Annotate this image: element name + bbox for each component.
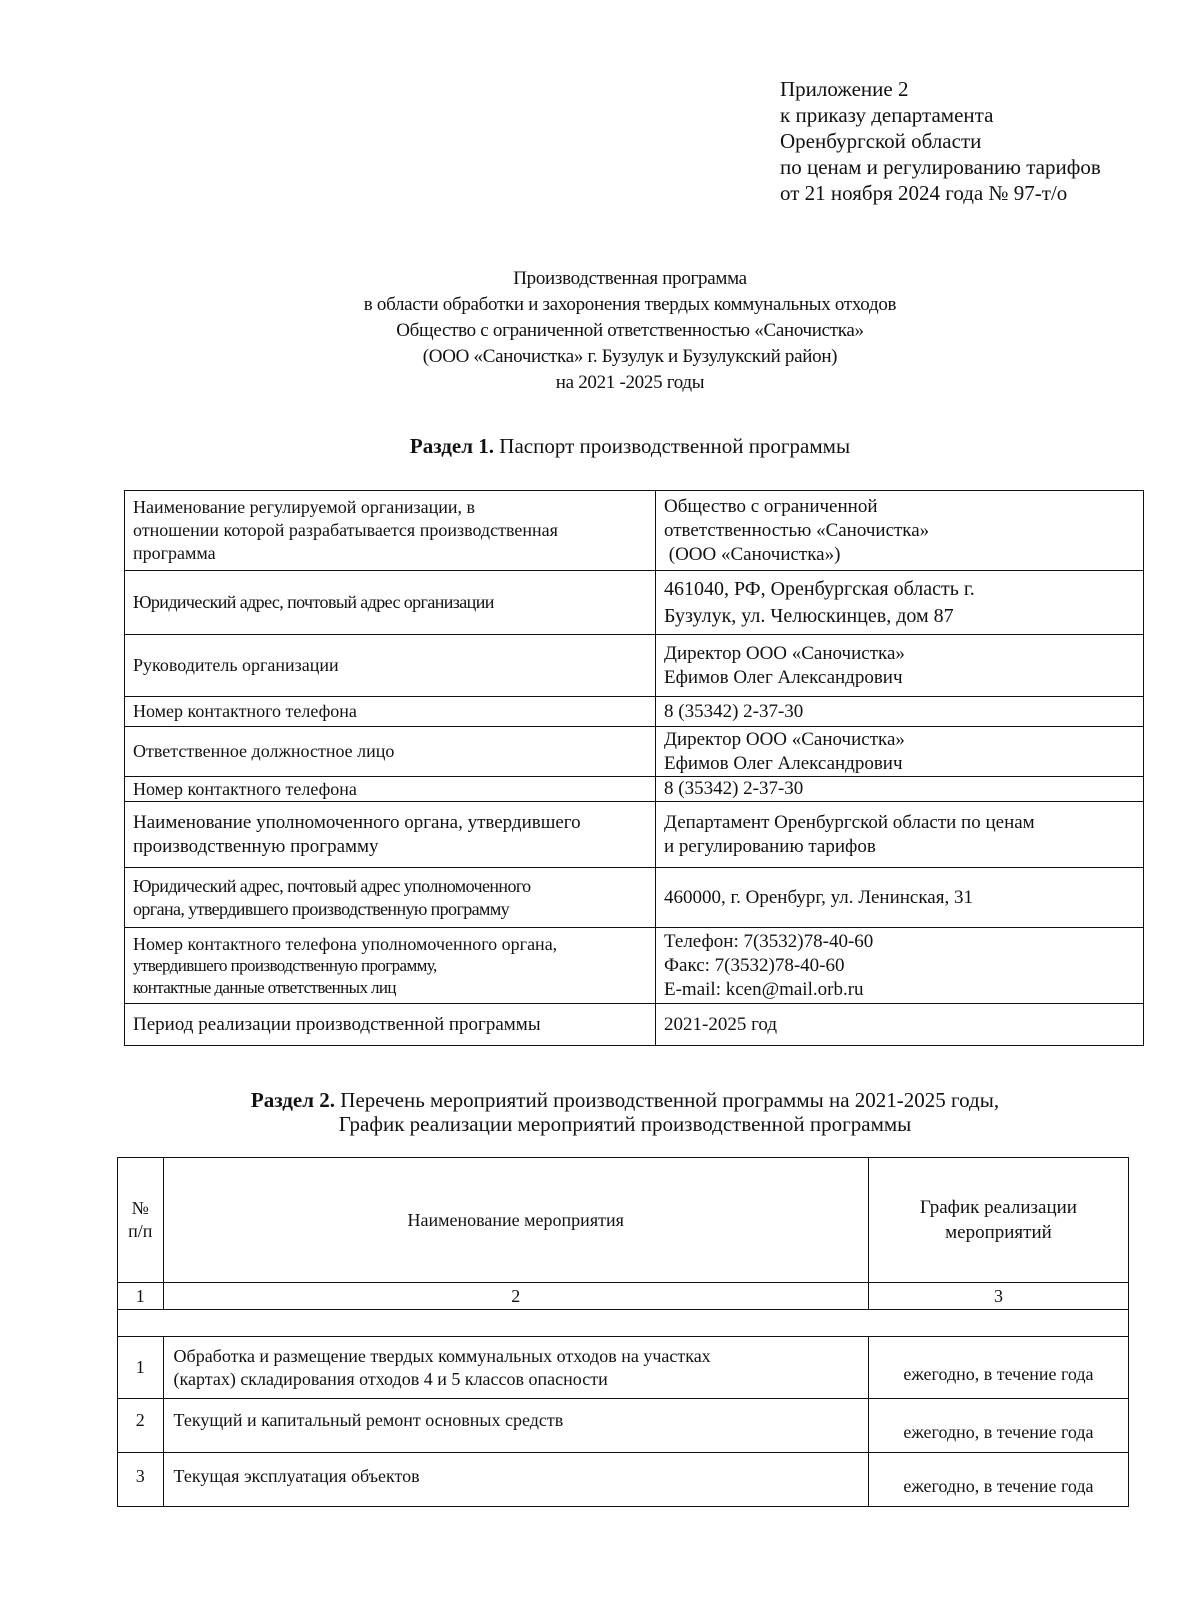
value-line: 461040, РФ, Оренбургская область г. [664, 577, 975, 600]
event-schedule: ежегодно, в течение года [868, 1337, 1128, 1399]
passport-label [125, 928, 656, 1004]
label-line: Юридический адрес, почтовый адрес уполномоченного [133, 875, 531, 896]
event-row [118, 1453, 1129, 1507]
passport-table [124, 490, 1144, 1046]
passport-row [125, 491, 1144, 571]
value-line: 460000, г. Оренбург, ул. Ленинская, 31 [664, 886, 973, 908]
event-schedule: ежегодно, в течение года [868, 1399, 1128, 1453]
passport-label [125, 697, 656, 727]
label-line: Номер контактного телефона [133, 778, 357, 799]
passport-label [125, 727, 656, 777]
value-line: Бузулук, ул. Челюскинцев, дом 87 [664, 604, 954, 627]
value-line: Ефимов Олег Александрович [664, 666, 903, 688]
value-line: Общество с ограниченной [664, 495, 878, 517]
label-line: Ответственное должностное лицо [133, 741, 395, 761]
passport-value [656, 635, 1144, 697]
appendix-line: от 21 ноября 2024 года № 97-т/о [780, 181, 1068, 205]
events-header-row [118, 1158, 1129, 1283]
passport-row [125, 802, 1144, 868]
passport-label [125, 491, 656, 571]
header-text: мероприятий [945, 1222, 1052, 1243]
event-name: Текущая эксплуатация объектов [163, 1453, 868, 1507]
appendix-header [780, 76, 1101, 206]
event-number: 3 [118, 1453, 164, 1507]
title-line: в области обработки и захоронения твердых коммунальных отходов [363, 294, 897, 315]
label-line: Номер контактного телефона [133, 701, 357, 721]
column-number: 3 [868, 1283, 1128, 1310]
section1-text: Паспорт производственной программы [494, 434, 851, 458]
passport-label [125, 802, 656, 868]
event-name-line: (картах) складирования отходов 4 и 5 классов опасности [173, 1368, 608, 1389]
label-line: производственную программу [133, 835, 379, 857]
column-numbers-row [118, 1283, 1129, 1310]
spacer-row [118, 1310, 1129, 1337]
section1-label: Раздел 1. [409, 434, 495, 458]
value-line: Ефимов Олег Александрович [664, 752, 903, 774]
label-line: органа, утвердившего производственную программу [133, 898, 510, 919]
passport-row [125, 571, 1144, 635]
event-schedule: ежегодно, в течение года [868, 1453, 1128, 1507]
label-line: Наименование уполномоченного органа, утвердившего [133, 811, 581, 833]
event-name: Текущий и капитальный ремонт основных средств [163, 1399, 868, 1453]
section2-heading [120, 1088, 1130, 1136]
title-line: Общество с ограниченной ответственностью «Саночистка» [396, 320, 864, 341]
event-row [118, 1399, 1129, 1453]
passport-row [125, 777, 1144, 802]
value-line: (ООО «Саночистка») [664, 543, 841, 565]
passport-row [125, 635, 1144, 697]
value-line: Факс: 7(3532)78-40-60 [664, 954, 845, 976]
label-line: Юридический адрес, почтовый адрес организации [133, 592, 494, 612]
spacer-cell [118, 1310, 1129, 1337]
label-line: Период реализации производственной программы [133, 1014, 541, 1035]
label-line: утвердившего производственную программу, [133, 955, 437, 975]
column-number: 2 [163, 1283, 868, 1310]
title-line: на 2021 -2025 годы [555, 372, 705, 393]
header-text: График реализации [919, 1197, 1077, 1218]
header-text: п/п [128, 1221, 153, 1241]
passport-label [125, 635, 656, 697]
header-number [118, 1158, 164, 1283]
value-line: 2021-2025 год [664, 1013, 778, 1035]
passport-value [656, 1004, 1144, 1046]
passport-row [125, 868, 1144, 928]
passport-label [125, 571, 656, 635]
events-table [117, 1157, 1129, 1507]
passport-value [656, 491, 1144, 571]
document-title [200, 266, 1060, 396]
appendix-line: Оренбургской области [780, 129, 982, 153]
event-number: 2 [118, 1399, 164, 1453]
section2-subtitle: График реализации мероприятий производственной программы [338, 1112, 912, 1136]
passport-value [656, 697, 1144, 727]
label-line: отношении которой разрабатывается производственная [133, 520, 558, 540]
label-line: контактные данные ответственных лиц [133, 977, 396, 997]
passport-row [125, 1004, 1144, 1046]
passport-value [656, 571, 1144, 635]
title-line: (ООО «Саночистка» г. Бузулук и Бузулукский район) [422, 346, 838, 367]
section2-label: Раздел 2. [250, 1088, 336, 1112]
passport-row [125, 928, 1144, 1004]
passport-label [125, 1004, 656, 1046]
label-line: Номер контактного телефона уполномоченного органа, [133, 933, 558, 954]
value-line: 8 (35342) 2-37-30 [664, 778, 804, 799]
value-line: Департамент Оренбургской области по ценам [664, 811, 1035, 833]
passport-row [125, 727, 1144, 777]
section1-heading [200, 434, 1060, 458]
appendix-line: к приказу департамента [780, 103, 994, 127]
passport-value [656, 777, 1144, 802]
value-line: ответственностью «Саночистка» [664, 519, 930, 541]
passport-value [656, 928, 1144, 1004]
header-schedule [868, 1158, 1128, 1283]
appendix-line: Приложение 2 [780, 77, 909, 101]
value-line: E-mail: kcen@mail.orb.ru [664, 978, 864, 1000]
label-line: Руководитель организации [133, 655, 339, 675]
label-line: Наименование регулируемой организации, в [133, 497, 476, 517]
appendix-line: по ценам и регулированию тарифов [780, 155, 1101, 179]
section2-text: Перечень мероприятий производственной программы на 2021-2025 годы, [335, 1088, 1000, 1112]
passport-value [656, 727, 1144, 777]
event-number: 1 [118, 1337, 164, 1399]
value-line: Директор ООО «Саночистка» [664, 728, 905, 750]
passport-value [656, 868, 1144, 928]
value-line: 8 (35342) 2-37-30 [664, 700, 804, 722]
value-line: Телефон: 7(3532)78-40-60 [664, 930, 874, 952]
passport-label [125, 777, 656, 802]
header-text: № [131, 1198, 149, 1218]
event-row [118, 1337, 1129, 1399]
header-name: Наименование мероприятия [163, 1158, 868, 1283]
passport-label [125, 868, 656, 928]
label-line: программа [133, 543, 216, 563]
column-number: 1 [118, 1283, 164, 1310]
passport-row [125, 697, 1144, 727]
passport-value [656, 802, 1144, 868]
title-line: Производственная программа [513, 268, 747, 289]
value-line: и регулированию тарифов [664, 835, 876, 857]
value-line: Директор ООО «Саночистка» [664, 642, 905, 664]
event-name-line: Обработка и размещение твердых коммунальных отходов на участках [173, 1345, 711, 1366]
event-name [163, 1337, 868, 1399]
